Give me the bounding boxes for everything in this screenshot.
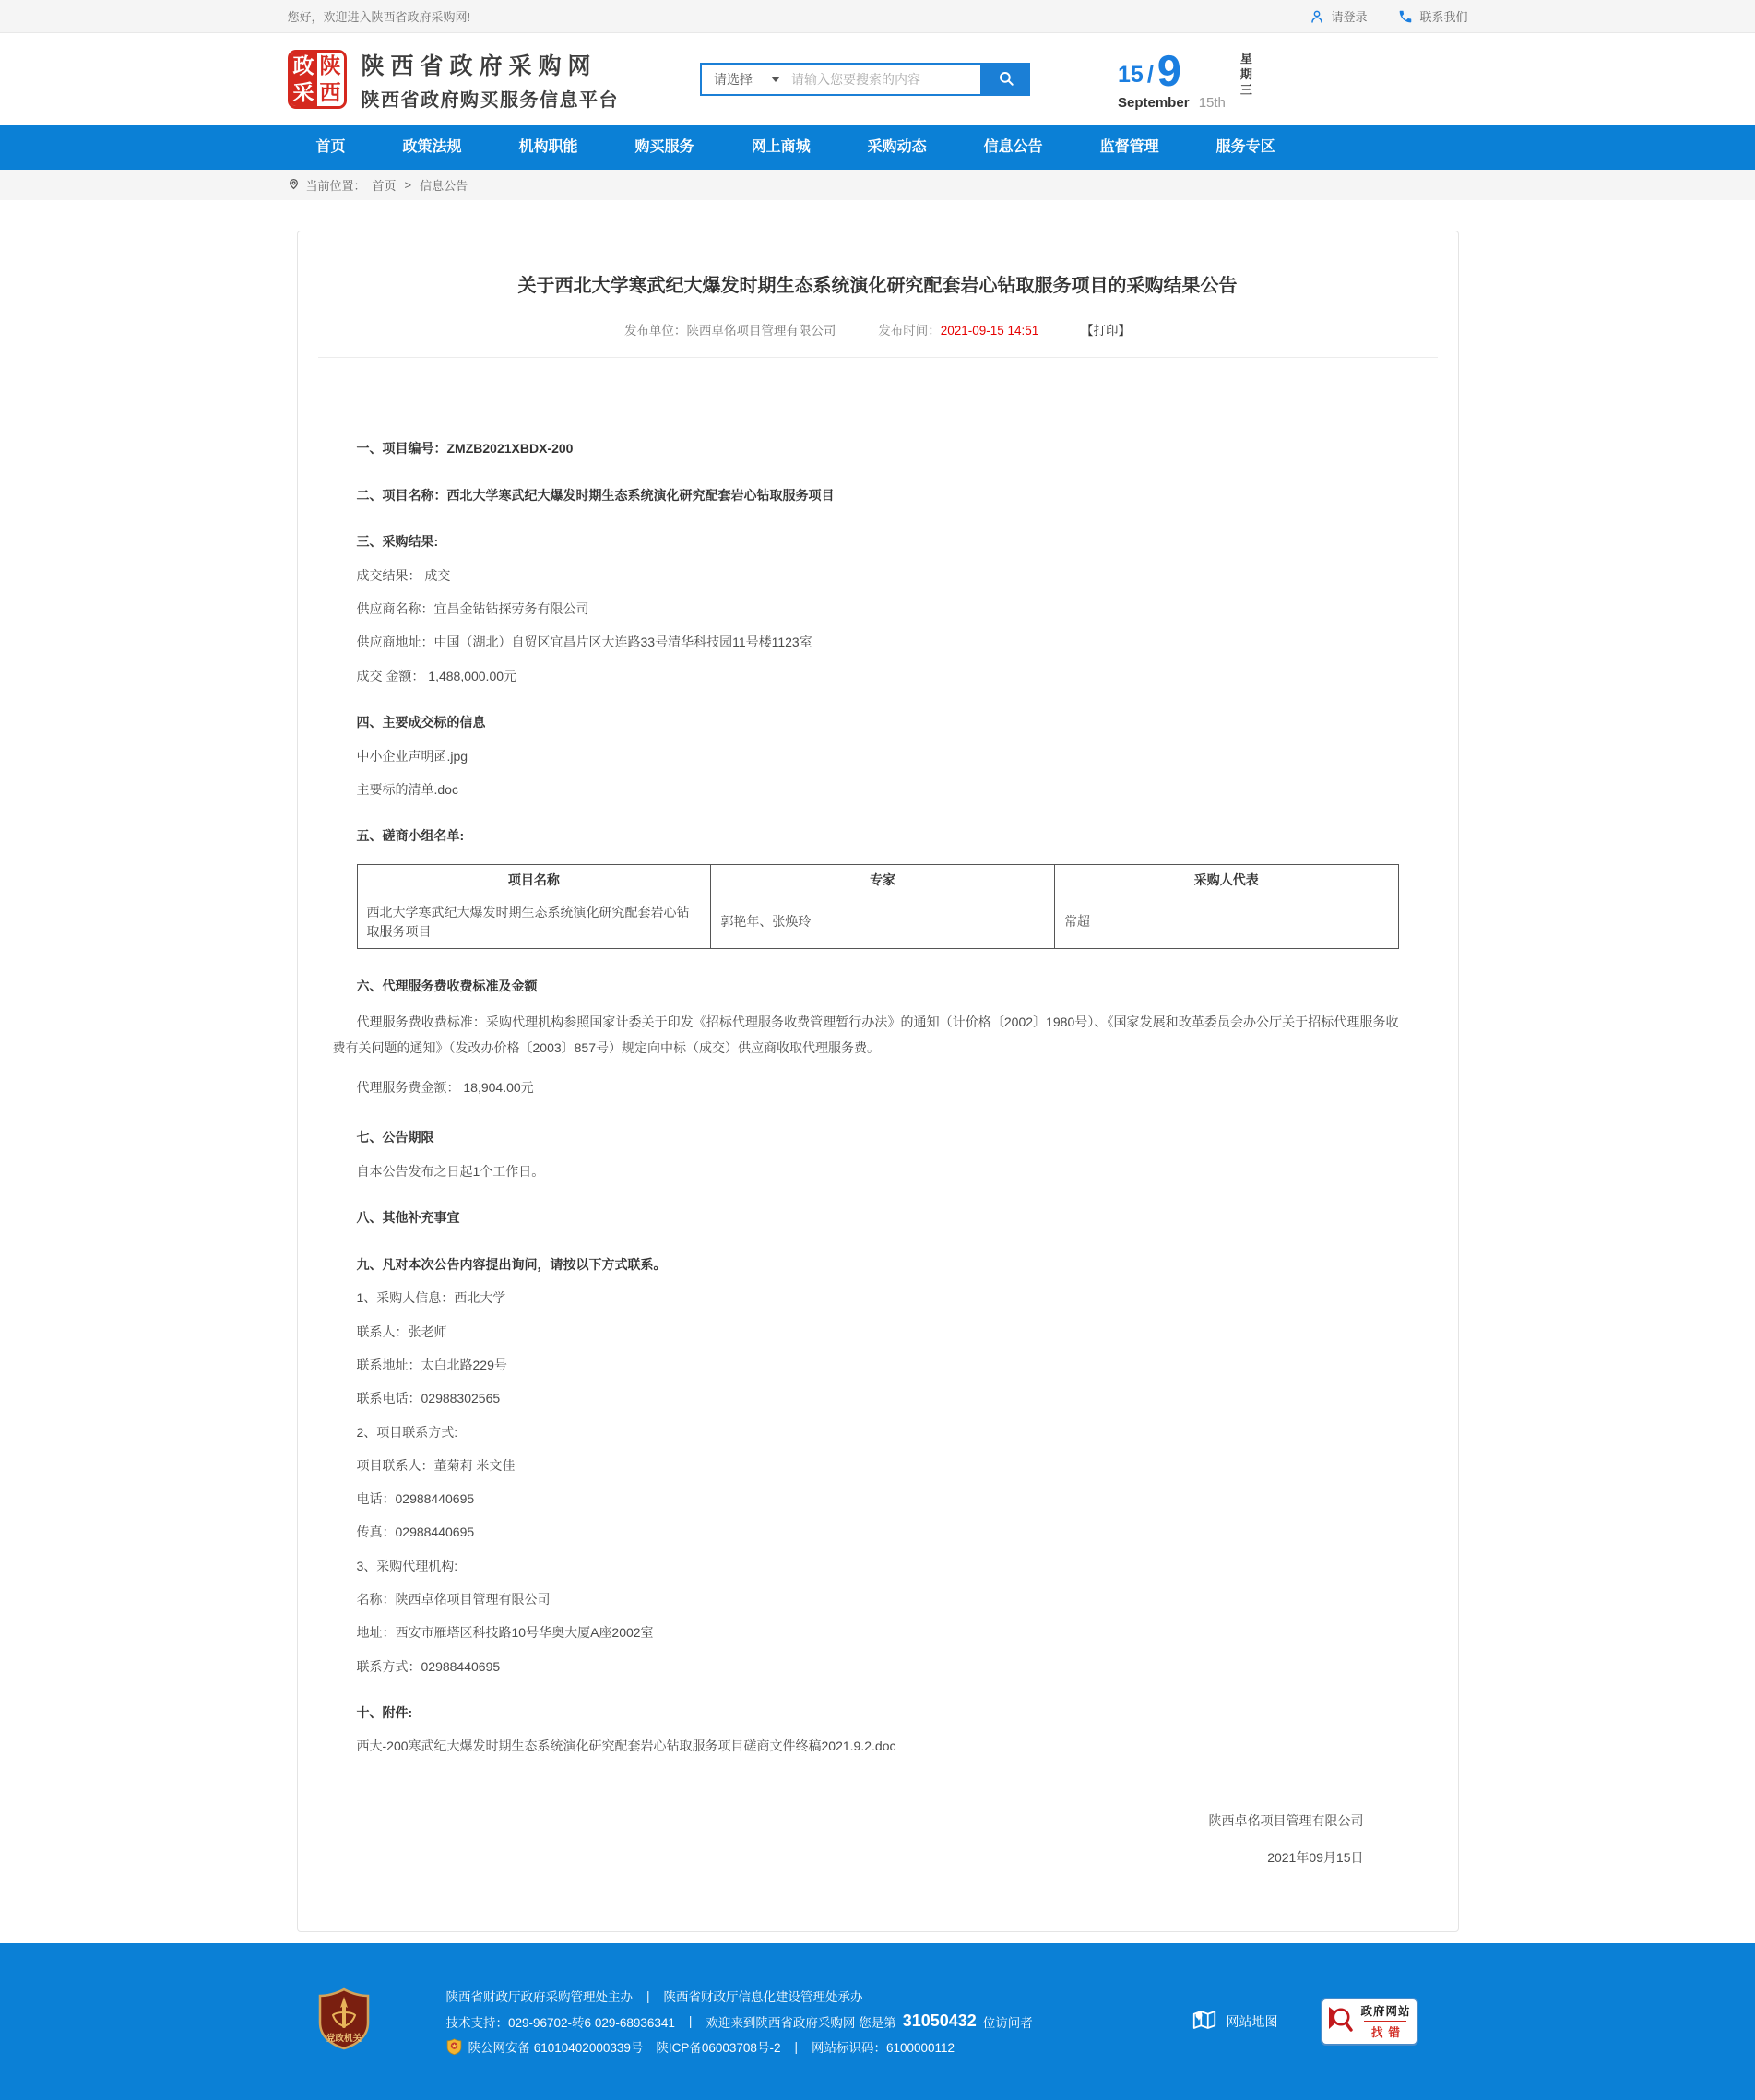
logo-char: 西 [317, 79, 344, 106]
visitor-count: 31050432 [902, 2011, 977, 2031]
search-button[interactable] [982, 63, 1030, 96]
police-badge-icon [446, 2038, 462, 2055]
visitor-count-suffix: 位访问者 [982, 2015, 1033, 2030]
committee-table [357, 864, 1399, 949]
nav-item-2[interactable]: 机构职能 [518, 139, 578, 155]
icp-record-link[interactable]: 陕ICP备06003708号-2 [656, 2041, 781, 2056]
welcome-text: 您好，欢迎进入陕西省政府采购网! [287, 10, 471, 24]
paragraph: 供应商名称：宜昌金钻钻探劳务有限公司 [356, 601, 589, 617]
logo-char: 政 [291, 53, 317, 79]
error-badge-subtitle: 找错 [1370, 2026, 1405, 2040]
section-heading: 八、其他补充事宜 [356, 1210, 460, 1226]
contact-label: 联系我们 [1419, 10, 1468, 24]
signature-date: 2021年09月15日 [1267, 1849, 1364, 1865]
search-category-value: 请选择 [714, 72, 753, 87]
site-subtitle: 陕西省政府购买服务信息平台 [361, 89, 619, 111]
paragraph: 传真：02988440695 [356, 1525, 475, 1540]
breadcrumb-separator: > [404, 178, 412, 192]
attachment-link[interactable]: 西大-200寒武纪大爆发时期生态系统演化研究配套岩心钻取服务项目磋商文件终稿2021.9.2.doc [356, 1738, 896, 1754]
article-signature [298, 1811, 1458, 1867]
paragraph: 主要标的清单.doc [356, 781, 458, 797]
site-logo[interactable] [288, 50, 347, 109]
footer-host-text: 陕西省财政厅政府采购管理处主办 [445, 1990, 633, 2005]
weekday-vertical: 星 期 三 [1239, 51, 1252, 97]
svg-text:党政机关: 党政机关 [326, 2034, 362, 2045]
section-heading: 一、项目编号：ZMZB2021XBDX-200 [356, 441, 574, 456]
error-finder-magnifier-icon [1327, 2003, 1355, 2039]
nav-item-8[interactable]: 服务专区 [1215, 139, 1275, 155]
header [0, 33, 1755, 125]
nav-item-0[interactable]: 首页 [315, 139, 346, 155]
location-pin-icon [288, 177, 300, 194]
sitemap-map-icon [1191, 2006, 1218, 2036]
print-button[interactable]: 【打印】 [1081, 324, 1132, 338]
paragraph: 电话：02988440695 [356, 1491, 475, 1507]
party-gov-badge-icon [317, 1987, 371, 2055]
paragraph: 项目联系人：董菊莉 米文佳 [356, 1457, 516, 1473]
error-badge-title: 政府网站 [1360, 2005, 1411, 2019]
paragraph: 代理服务费金额： 18,904.00元 [356, 1079, 534, 1095]
table-header-cell: 采购人代表 [1054, 864, 1398, 896]
login-link[interactable] [1310, 7, 1367, 25]
signature-org: 陕西卓佲项目管理有限公司 [1208, 1812, 1364, 1828]
nav-item-4[interactable]: 网上商城 [751, 139, 811, 155]
table-header-cell: 专家 [711, 864, 1055, 896]
breadcrumb-prefix: 当前位置： [305, 179, 366, 193]
paragraph: 名称：陕西卓佲项目管理有限公司 [356, 1591, 551, 1607]
breadcrumb [288, 170, 1468, 200]
paragraph: 联系电话：02988302565 [356, 1391, 501, 1406]
publish-time-value: 2021-09-15 14:51 [940, 324, 1039, 338]
paragraph: 地址：西安市雁塔区科技路10号华奥大厦A座2002室 [356, 1625, 654, 1641]
user-icon [1310, 9, 1324, 24]
main-nav [288, 125, 1468, 170]
section-heading: 四、主要成交标的信息 [356, 714, 486, 730]
article-title: 关于西北大学寒武纪大爆发时期生态系统演化研究配套岩心钻取服务项目的采购结果公告 [517, 276, 1238, 296]
main-nav-bar [0, 125, 1755, 170]
date-month: 9 [1156, 45, 1181, 95]
date-widget [1118, 45, 1252, 111]
nav-item-6[interactable]: 信息公告 [983, 139, 1043, 155]
paragraph: 2、项目联系方式: [356, 1424, 458, 1440]
logo-char: 采 [291, 79, 317, 106]
publisher-label: 发布单位： [623, 324, 687, 338]
gov-site-error-report-badge[interactable] [1321, 1998, 1418, 2046]
section-heading: 五、磋商小组名单: [356, 828, 465, 844]
error-badge-divider [1364, 2021, 1406, 2022]
footer-welcome-text: 欢迎来到陕西省政府采购网 您是第 [706, 2015, 896, 2030]
paragraph: 成交 金额： 1,488,000.00元 [356, 668, 517, 683]
search-input[interactable] [791, 72, 980, 87]
search-icon [998, 70, 1014, 89]
section-heading: 九、凡对本次公告内容提出询问，请按以下方式联系。 [356, 1256, 667, 1272]
footer-undertake-text: 陕西省财政厅信息化建设管理处承办 [663, 1990, 863, 2005]
nav-item-1[interactable]: 政策法规 [402, 139, 462, 155]
section-heading: 七、公告期限 [356, 1130, 434, 1145]
breadcrumb-strip [0, 170, 1755, 200]
article-meta [298, 320, 1458, 338]
footer-support-text: 技术支持：029-96702-转6 029-68936341 [445, 2015, 675, 2030]
article-body [298, 358, 1458, 1780]
contact-link[interactable] [1398, 7, 1467, 25]
table-cell: 常超 [1054, 896, 1398, 948]
paragraph: 联系方式：02988440695 [356, 1658, 501, 1674]
date-ordinal: 15th [1198, 94, 1226, 111]
breadcrumb-home-link[interactable]: 首页 [372, 179, 397, 193]
phone-icon [1398, 9, 1413, 24]
section-heading: 三、采购结果: [356, 534, 439, 550]
logo-char: 陕 [317, 53, 344, 79]
date-day: 15 [1118, 61, 1144, 88]
table-row [357, 896, 1398, 948]
breadcrumb-current-link[interactable]: 信息公告 [420, 179, 468, 193]
paragraph: 中小企业声明函.jpg [356, 748, 468, 764]
sitemap-link[interactable] [1191, 2006, 1278, 2036]
paragraph: 自本公告发布之日起1个工作日。 [356, 1163, 545, 1179]
paragraph: 成交结果： 成交 [356, 567, 451, 583]
paragraph: 代理服务费收费标准：采购代理机构参照国家计委关于印发《招标代理服务收费管理暂行办法》的通知（计价格〔2002〕1980号）、《国家发展和改革委员会办公厅关于招标代理服务收费有关问题的通知》（发改办价格〔2003〕857号）规定向中标（成交）供应商收取代理服务费。 [332, 1014, 1399, 1055]
table-cell: 郭艳年、张焕玲 [711, 896, 1055, 948]
publish-time-label: 发布时间： [878, 324, 941, 338]
section-heading: 六、代理服务费收费标准及金额 [356, 978, 538, 993]
date-month-name: September [1118, 94, 1190, 111]
footer: 党政机关 陕西省财政厅政府采购管理处主办 | 陕西省财政厅信息化建设管理处承办 技术支持：029-96702-转6 029-68936341 | 欢迎来到陕西省政府采购网 您是第 31050432 位访问者 陕公网安备 61010402000339号 陕ICP备06003708号-2 | 网站标识码：6100000112 网站地图 政府网站 找错 [0, 1943, 1755, 2100]
paragraph: 3、采购代理机构: [356, 1558, 458, 1573]
paragraph: 联系地址：太白北路229号 [356, 1357, 507, 1372]
search-bar [700, 63, 1030, 96]
police-record-link[interactable]: 陕公网安备 61010402000339号 [468, 2041, 644, 2056]
paragraph: 1、采购人信息：西北大学 [356, 1290, 506, 1306]
site-id-text: 网站标识码：6100000112 [811, 2041, 955, 2056]
chevron-down-icon [771, 77, 780, 82]
topbar [0, 0, 1755, 33]
date-slash: / [1146, 61, 1154, 88]
nav-item-3[interactable]: 购买服务 [634, 139, 694, 155]
paragraph: 联系人：张老师 [356, 1323, 447, 1339]
nav-item-7[interactable]: 监督管理 [1099, 139, 1159, 155]
sitemap-label: 网站地图 [1226, 2013, 1278, 2029]
site-title: 陕西省政府采购网 [361, 53, 598, 79]
article-card [297, 231, 1459, 1932]
nav-item-5[interactable]: 采购动态 [867, 139, 927, 155]
table-header-cell: 项目名称 [357, 864, 711, 896]
search-category-select[interactable] [702, 70, 791, 89]
section-heading: 十、附件: [356, 1704, 413, 1720]
table-cell: 西北大学寒武纪大爆发时期生态系统演化研究配套岩心钻取服务项目 [357, 896, 711, 948]
paragraph: 供应商地址：中国（湖北）自贸区宜昌片区大连路33号清华科技园11号楼1123室 [356, 635, 812, 650]
publisher-value: 陕西卓佲项目管理有限公司 [686, 324, 836, 338]
login-label: 请登录 [1331, 10, 1368, 24]
section-heading: 二、项目名称：西北大学寒武纪大爆发时期生态系统演化研究配套岩心钻取服务项目 [356, 487, 835, 503]
